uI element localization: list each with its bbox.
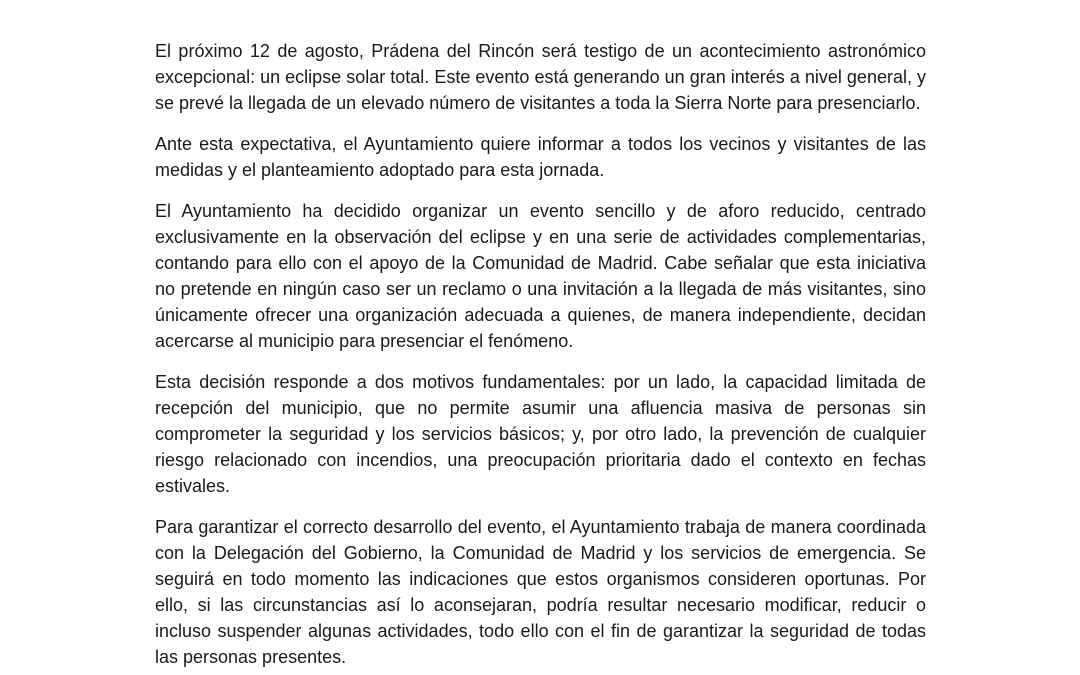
paragraph-town-hall-notice: Ante esta expectativa, el Ayuntamiento quiere informar a todos los vecinos y visitantes de las medidas y el planteamiento adoptado para esta jornada. <box>155 134 926 180</box>
paragraph-decision-reasons: Esta decisión responde a dos motivos fundamentales: por un lado, la capacidad limitada de recepción del municipio, que no permite asumir una afluencia masiva de personas sin comprometer la seguridad y los servicios básicos; y, por otro lado, la prevención de cualquier riesgo relacionado con incendios, una preocupación prioritaria dado el contexto en fechas estivales. <box>155 372 926 496</box>
paragraph-coordination-safety: Para garantizar el correcto desarrollo del evento, el Ayuntamiento trabaja de manera coordinada con la Delegación del Gobierno, la Comunidad de Madrid y los servicios de emergencia. Se seguirá en todo momento las indicaciones que estos organismos consideren oportunas. Por ello, si las circunstancias así lo aconsejaran, podría resultar necesario modificar, reducir o incluso suspender algunas actividades, todo ello con el fin de garantizar la seguridad de todas las personas presentes. <box>155 517 926 667</box>
document-body <box>155 38 926 670</box>
paragraph-event-organization: El Ayuntamiento ha decidido organizar un evento sencillo y de aforo reducido, centrado exclusivamente en la observación del eclipse y en una serie de actividades complementarias, contando para ello con el apoyo de la Comunidad de Madrid. Cabe señalar que esta iniciativa no pretende en ningún caso ser un reclamo o una invitación a la llegada de más visitantes, sino únicamente ofrecer una organización adecuada a quienes, de manera independiente, decidan acercarse al municipio para presenciar el fenómeno. <box>155 201 926 351</box>
paragraph-eclipse-announcement: El próximo 12 de agosto, Prádena del Rincón será testigo de un acontecimiento astronómico excepcional: un eclipse solar total. Este evento está generando un gran interés a nivel general, y se prevé la llegada de un elevado número de visitantes a toda la Sierra Norte para presenciarlo. <box>155 41 926 113</box>
